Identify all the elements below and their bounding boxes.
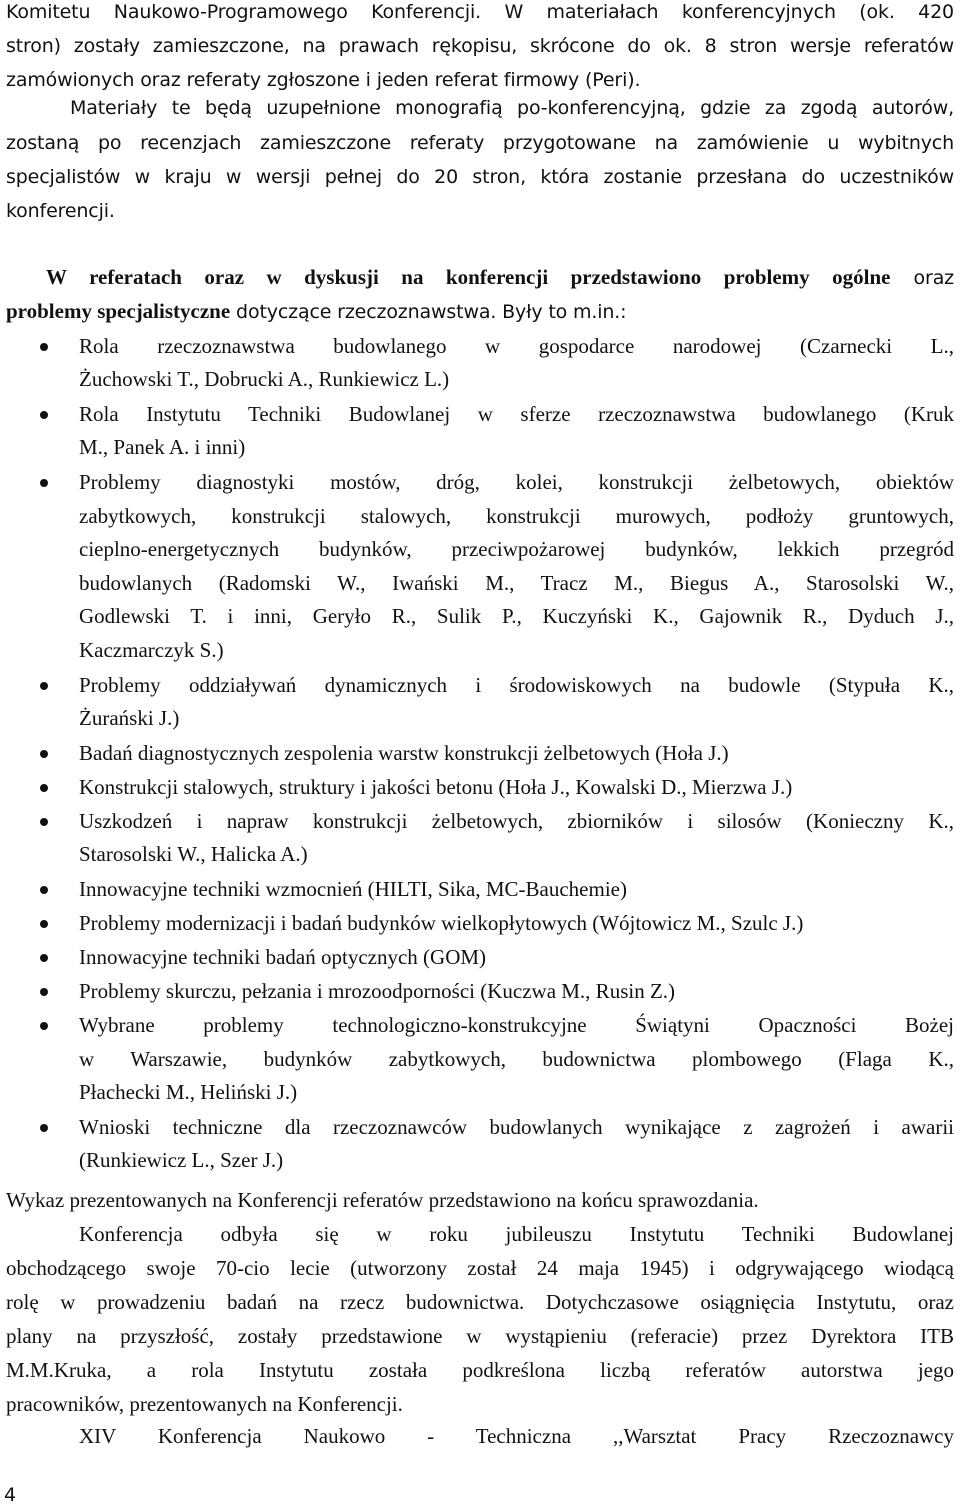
list-item: budowlanych (Radomski W., Iwański M., Tracz M., Biegus A., Starosolski W., [79, 571, 954, 595]
bullet-dot [40, 818, 48, 826]
bullet-dot [40, 886, 48, 894]
list-item: Starosolski W., Halicka A.) [79, 842, 308, 866]
page-number: 4 [4, 1484, 17, 1506]
list-item: Godlewski T. i inni, Geryło R., Sulik P., Kuczyński K., Gajownik R., Dyduch J., [79, 604, 954, 628]
paragraph-3-line-2-rest: dotyczące rzeczoznawstwa. Były to m.in.: [230, 301, 627, 323]
list-item: M., Panek A. i inni) [79, 435, 246, 459]
specialist-problems-bold: problemy specjalistyczne [6, 299, 231, 323]
list-item: Problemy skurczu, pełzania i mrozoodporności (Kuczwa M., Rusin Z.) [79, 979, 676, 1003]
bullet-dot [40, 1022, 48, 1030]
paragraph-2-line-4: konferencji. [6, 200, 115, 222]
bullet-dot [40, 988, 48, 996]
list-item: Uszkodzeń i napraw konstrukcji żelbetowych, zbiorników i silosów (Konieczny K., [79, 809, 954, 833]
paragraph-3-line-1-rest: oraz [890, 267, 955, 289]
paragraph-5-line-1: Konferencja odbyła się w roku jubileuszu Instytutu Techniki Budowlanej [79, 1222, 954, 1246]
list-item: Żurański J.) [79, 706, 180, 730]
bullet-dot [40, 920, 48, 928]
list-item: Żuchowski T., Dobrucki A., Runkiewicz L.) [79, 367, 450, 391]
bullet-dot [40, 954, 48, 962]
paragraph-2-line-2: zostaną po recenzjach zamieszczone referaty przygotowane na zamówienie u wybitnych [6, 132, 954, 154]
paragraph-5-line-6: pracowników, prezentowanych na Konferencji. [6, 1392, 403, 1416]
list-item: (Runkiewicz L., Szer J.) [79, 1148, 284, 1172]
list-item: zabytkowych, konstrukcji stalowych, konstrukcji murowych, podłoży gruntowych, [79, 504, 954, 528]
list-item: Kaczmarczyk S.) [79, 638, 224, 662]
list-item: Problemy diagnostyki mostów, dróg, kolei, konstrukcji żelbetowych, obiektów [79, 470, 954, 494]
paragraph-5-line-2: obchodzącego swoje 70-cio lecie (utworzony został 24 maja 1945) i odgrywającego wiodącą [6, 1256, 954, 1280]
list-item: w Warszawie, budynków zabytkowych, budownictwa plombowego (Flaga K., [79, 1047, 954, 1071]
bullet-dot [40, 682, 48, 690]
paragraph-5-line-5: M.M.Kruka, a rola Instytutu została podkreślona liczbą referatów autorstwa jego [6, 1358, 954, 1382]
paragraph-6-line-1: XIV Konferencja Naukowo - Techniczna ,,Warsztat Pracy Rzeczoznawcy [79, 1424, 954, 1448]
list-item: Wnioski techniczne dla rzeczoznawców budowlanych wynikające z zagrożeń i awarii [79, 1115, 954, 1139]
bullet-dot [40, 479, 48, 487]
paragraph-5-line-4: plany na przyszłość, zostały przedstawione w wystąpieniu (referacie) przez Dyrektora ITB [6, 1324, 954, 1348]
list-item: Problemy oddziaływań dynamicznych i środowiskowych na budowle (Stypuła K., [79, 673, 954, 697]
bullet-dot [40, 750, 48, 758]
paragraph-2-line-1: Materiały te będą uzupełnione monografią po-konferencyjną, gdzie za zgodą autorów, [70, 97, 954, 119]
list-item: Innowacyjne techniki badań optycznych (GOM) [79, 945, 487, 969]
paragraph-1-line-3: zamówionych oraz referaty zgłoszone i jeden referat firmowy (Peri). [6, 69, 641, 91]
list-item: Wybrane problemy technologiczno-konstrukcyjne Świątyni Opaczności Bożej [79, 1013, 954, 1037]
list-item: Konstrukcji stalowych, struktury i jakości betonu (Hoła J., Kowalski D., Mierzwa J.) [79, 775, 793, 799]
bullet-dot [40, 411, 48, 419]
list-item: Innowacyjne techniki wzmocnień (HILTI, Sika, MC-Bauchemie) [79, 877, 627, 901]
paragraph-5-line-3: rolę w prowadzeniu badań na rzecz budownictwa. Dotychczasowe osiągnięcia Instytutu, oraz [6, 1290, 954, 1314]
paragraph-3-line-1 [46, 261, 954, 296]
list-item: Rola Instytutu Techniki Budowlanej w sferze rzeczoznawstwa budowlanego (Kruk [79, 402, 954, 426]
paragraph-3-line-2 [6, 295, 626, 330]
bullet-dot [40, 1124, 48, 1132]
paragraph-1-line-1: Komitetu Naukowo-Programowego Konferencji. W materiałach konferencyjnych (ok. 420 [6, 1, 954, 23]
list-item: Rola rzeczoznawstwa budowlanego w gospodarce narodowej (Czarnecki L., [79, 334, 954, 358]
bullet-dot [40, 784, 48, 792]
list-item: cieplno-energetycznych budynków, przeciwpożarowej budynków, lekkich przegród [79, 537, 954, 561]
general-problems-bold: W referatach oraz w dyskusji na konferencji przedstawiono problemy ogólne [46, 265, 891, 289]
list-item: Problemy modernizacji i badań budynków wielkopłytowych (Wójtowicz M., Szulc J.) [79, 911, 804, 935]
list-item: Badań diagnostycznych zespolenia warstw konstrukcji żelbetowych (Hoła J.) [79, 741, 729, 765]
bullet-dot [40, 343, 48, 351]
paragraph-1-line-2: stron) zostały zamieszczone, na prawach rękopisu, skrócone do ok. 8 stron wersje referatów [6, 35, 954, 57]
paragraph-2-line-3: specjalistów w kraju w wersji pełnej do 20 stron, która zostanie przesłana do uczestników [6, 166, 954, 188]
list-item: Płachecki M., Heliński J.) [79, 1080, 298, 1104]
paragraph-4: Wykaz prezentowanych na Konferencji referatów przedstawiono na końcu sprawozdania. [6, 1188, 759, 1212]
